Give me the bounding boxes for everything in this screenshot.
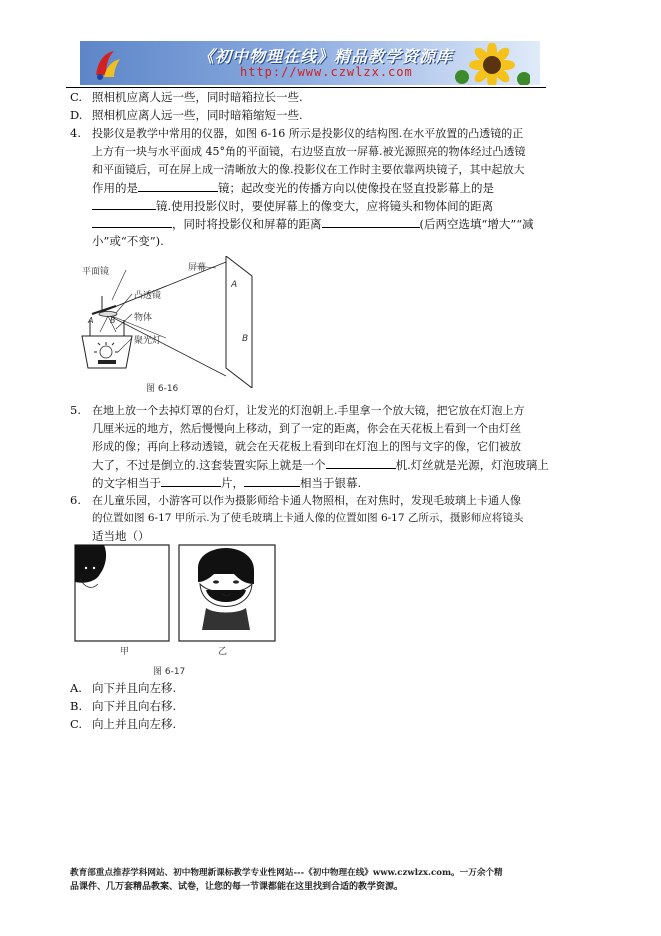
- lens-label: 凸透镜: [134, 291, 162, 301]
- answer-blank[interactable]: [161, 474, 221, 487]
- site-url[interactable]: http://www.czwlzx.com: [240, 65, 413, 79]
- q4-line: 小”或“不变”).: [92, 234, 164, 248]
- site-title: 《初中物理在线》精品教学资源库: [198, 47, 454, 66]
- q5-text: 大了，不过是倒立的.这套装置实际上就是一个: [92, 458, 326, 472]
- site-logo-icon: [90, 47, 124, 81]
- question-number: 4.: [70, 126, 81, 140]
- q5-text: 的文字相当于: [92, 476, 161, 490]
- q4-line: 和平面镜后，可在屏上成一清晰放大的像.投影仪在工作时主要依靠两块镜子，其中起放大: [92, 163, 525, 176]
- q5-line: [92, 456, 549, 475]
- q5-line: 形成的像；再向上移动透镜，就会在天花板上看到印在灯泡上的图与文字的像，它们被放: [92, 440, 521, 453]
- option-text: 向下并且向左移.: [92, 681, 177, 695]
- footer-line: 品课件、几万套精品教案、试卷，让您的每一节课都能在这里找到合适的教学资源。: [70, 882, 404, 892]
- question-number: 5.: [70, 403, 81, 417]
- q4-text: 镜.使用投影仪时，要使屏幕上的像变大，应将镜头和物体间的距离: [156, 199, 494, 213]
- q6-line: 适当地（）: [92, 529, 150, 543]
- q6-line: 的位置如图 6-17 甲所示.为了使毛玻璃上卡通人像的位置如图 6-17 乙所示，摄影师应将镜头: [92, 512, 524, 524]
- object-point-b: B: [110, 316, 116, 325]
- question-number: 6.: [70, 493, 81, 507]
- figure-right-label: 乙: [218, 647, 228, 657]
- answer-blank[interactable]: [322, 215, 420, 228]
- figure-left-label: 甲: [120, 647, 130, 657]
- q5-line: 几厘米远的地方，然后慢慢向上移动，到了一定的距离，你会在天花板上看到一个由灯丝: [92, 422, 521, 435]
- option-label: D.: [70, 108, 83, 122]
- q4-text: ，同时将投影仪和屏幕的距离: [172, 217, 322, 231]
- q4-line: 上方有一块与水平面成 45°角的平面镜，右边竖直放一屏幕.被光源照亮的物体经过凸透镜: [92, 145, 526, 158]
- ground-glass-figure: [74, 544, 276, 676]
- option-label: C.: [70, 717, 83, 731]
- q4-text: 镜；起改变光的传播方向以使像投在竖直投影幕上的是: [218, 181, 494, 195]
- mirror-label: 平面镜: [82, 267, 110, 277]
- q5-line: [92, 474, 361, 493]
- image-point-b: B: [242, 334, 249, 344]
- screen-label: 屏幕: [188, 263, 207, 273]
- option-text: 照相机应离人远一些，同时暗箱缩短一些.: [92, 108, 303, 122]
- object-label: 物体: [134, 313, 153, 323]
- page-footer: [70, 866, 570, 894]
- answer-blank[interactable]: [138, 179, 218, 192]
- object-point-a: A: [88, 316, 94, 325]
- answer-blank[interactable]: [326, 456, 396, 469]
- q6-line: 在儿童乐园，小游客可以作为摄影师给卡通人物照相，在对焦时，发现毛玻璃上卡通人像: [92, 494, 521, 507]
- option-label: C.: [70, 90, 83, 104]
- option-text: 照相机应离人远一些，同时暗箱拉长一些.: [92, 90, 303, 104]
- option-text: 向下并且向右移.: [92, 699, 177, 713]
- answer-blank[interactable]: [92, 215, 172, 228]
- q4-line: [92, 197, 493, 216]
- q4-text: (后两空选填“增大”“减: [419, 217, 534, 231]
- image-point-a: A: [231, 280, 238, 290]
- q4-text: 作用的是: [92, 181, 138, 195]
- header-banner: [80, 41, 540, 85]
- q5-text: 片，: [221, 476, 244, 490]
- q4-line: 投影仪是教学中常用的仪器，如图 6-16 所示是投影仪的结构图.在水平放置的凸透镜的正: [92, 127, 524, 140]
- sunflower-icon: [454, 43, 530, 85]
- option-text: 向上并且向左移.: [92, 717, 177, 731]
- q5-line: 在地上放一个去掉灯罩的台灯，让发光的灯泡朝上.手里拿一个放大镜，把它放在灯泡上方: [92, 404, 525, 417]
- q5-text: 相当于银幕.: [300, 476, 362, 490]
- q4-line: [92, 179, 494, 198]
- option-label: A.: [70, 681, 82, 695]
- option-label: B.: [70, 699, 83, 713]
- q4-line: [92, 215, 534, 234]
- figure-caption: 图 6-17: [153, 667, 186, 677]
- header-rule: [66, 87, 546, 88]
- lamp-label: 聚光灯: [134, 336, 162, 346]
- footer-line: 教育部重点推荐学科网站、初中物理新课标教学专业性网站---《初中物理在线》www.czwlzx.com。一万余个精: [70, 868, 503, 878]
- answer-blank[interactable]: [244, 474, 300, 487]
- q5-text: 机.灯丝就是光源，灯泡玻璃上: [395, 458, 549, 472]
- answer-blank[interactable]: [92, 197, 156, 210]
- figure-caption: 图 6-16: [146, 384, 179, 394]
